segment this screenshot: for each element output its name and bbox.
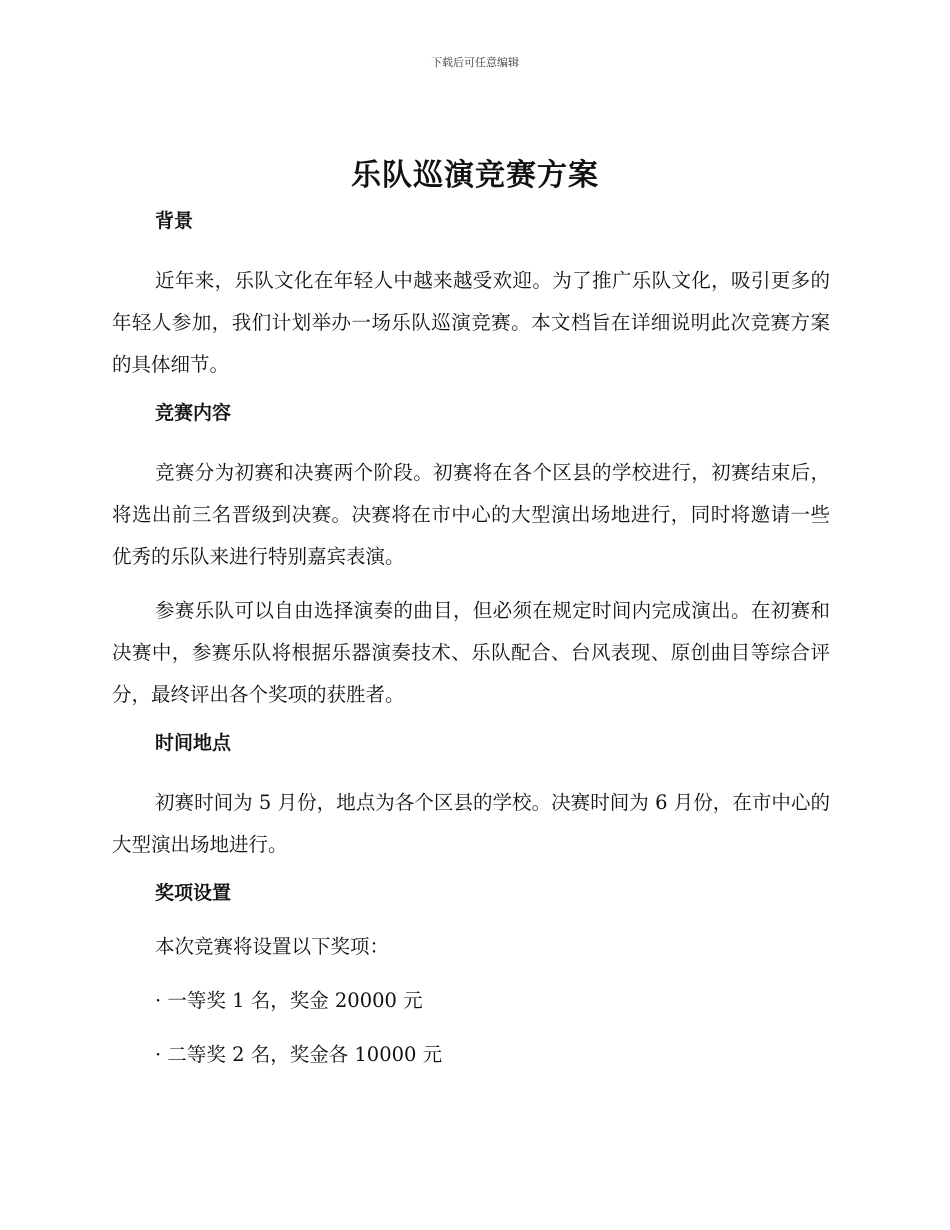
section-heading-awards: 奖项设置 (155, 882, 232, 904)
document-title: 乐队巡演竞赛方案 (351, 158, 599, 193)
section-heading-content: 竞赛内容 (155, 402, 232, 424)
section-heading-time-place: 时间地点 (155, 732, 232, 754)
paragraph-time-place-1: 初赛时间为 5 月份，地点为各个区县的学校。决赛时间为 6 月份，在市中心的大型演出场地进行。 (112, 791, 830, 856)
paragraph-background-1: 近年来，乐队文化在年轻人中越来越受欢迎。为了推广乐队文化，吸引更多的年轻人参加，我们计划举办一场乐队巡演竞赛。本文档旨在详细说明此次竞赛方案的具体细节。 (112, 269, 830, 376)
award-list-item: · 二等奖 2 名，奖金各 10000 元 (155, 1043, 443, 1066)
award-list-item: · 一等奖 1 名，奖金 20000 元 (155, 989, 423, 1012)
document-body (112, 206, 830, 1070)
section-heading-background: 背景 (155, 210, 194, 232)
page-header-note: 下载后可任意编辑 (431, 56, 519, 69)
paragraph-content-2: 参赛乐队可以自由选择演奏的曲目，但必须在规定时间内完成演出。在初赛和决赛中，参赛乐队将根据乐器演奏技术、乐队配合、台风表现、原创曲目等综合评分，最终评出各个奖项的获胜者。 (112, 599, 830, 706)
awards-intro: 本次竞赛将设置以下奖项： (155, 935, 390, 958)
paragraph-content-1: 竞赛分为初赛和决赛两个阶段。初赛将在各个区县的学校进行，初赛结束后，将选出前三名晋级到决赛。决赛将在市中心的大型演出场地进行，同时将邀请一些优秀的乐队来进行特别嘉宾表演。 (112, 461, 830, 568)
